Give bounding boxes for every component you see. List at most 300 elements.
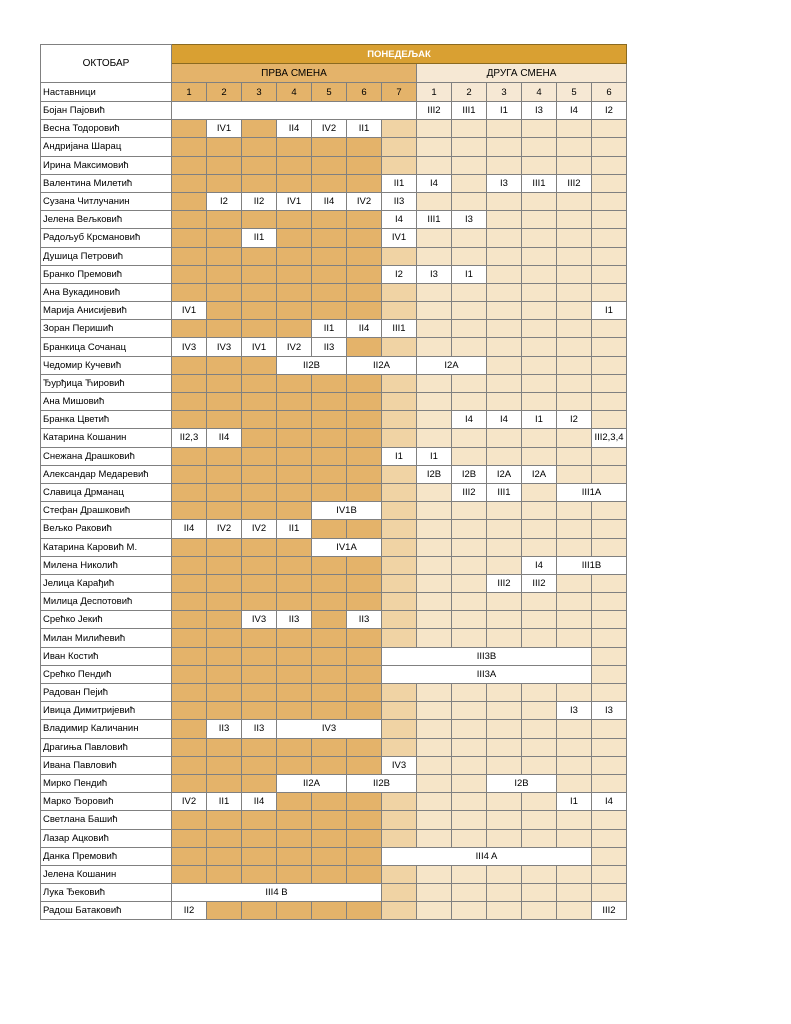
empty-cell	[557, 865, 592, 883]
empty-cell	[382, 338, 417, 356]
table-row	[41, 374, 627, 392]
lesson-cell: I4	[522, 556, 557, 574]
table-row	[41, 320, 627, 338]
empty-cell	[557, 211, 592, 229]
teacher-name: Радош Батаковић	[41, 902, 172, 920]
empty-cell	[207, 665, 242, 683]
empty-cell	[382, 738, 417, 756]
teacher-name: Вељко Раковић	[41, 520, 172, 538]
empty-cell	[312, 865, 347, 883]
teacher-name: Зоран Перишић	[41, 320, 172, 338]
empty-cell	[592, 320, 627, 338]
empty-cell	[557, 502, 592, 520]
empty-cell	[557, 902, 592, 920]
empty-cell	[312, 374, 347, 392]
lesson-cell: I3	[487, 174, 522, 192]
lesson-cell: III2	[592, 902, 627, 920]
empty-cell	[347, 302, 382, 320]
empty-cell	[557, 429, 592, 447]
empty-cell	[242, 429, 277, 447]
empty-cell	[277, 847, 312, 865]
empty-cell	[592, 774, 627, 792]
empty-cell	[347, 247, 382, 265]
teacher-name: Катарина Кошанин	[41, 429, 172, 447]
empty-cell	[312, 738, 347, 756]
teacher-name: Светлана Башић	[41, 811, 172, 829]
empty-cell	[592, 338, 627, 356]
empty-cell	[242, 247, 277, 265]
empty-cell	[487, 156, 522, 174]
empty-cell	[207, 847, 242, 865]
teacher-name: Јелица Карађић	[41, 574, 172, 592]
empty-cell	[207, 811, 242, 829]
empty-cell	[452, 884, 487, 902]
teacher-name: Сузана Читлучанин	[41, 192, 172, 210]
lesson-cell: II2A	[347, 356, 417, 374]
table-row	[41, 247, 627, 265]
empty-cell	[347, 211, 382, 229]
empty-cell	[522, 483, 557, 501]
empty-cell	[417, 556, 452, 574]
empty-cell	[277, 665, 312, 683]
empty-cell	[557, 684, 592, 702]
empty-cell	[207, 156, 242, 174]
empty-cell	[452, 702, 487, 720]
teacher-name: Славица Дрманац	[41, 483, 172, 501]
empty-cell	[417, 793, 452, 811]
table-row	[41, 629, 627, 647]
empty-cell	[557, 338, 592, 356]
empty-cell	[592, 756, 627, 774]
empty-cell	[382, 538, 417, 556]
lesson-cell: I3	[452, 211, 487, 229]
empty-cell	[557, 520, 592, 538]
empty-cell	[417, 884, 452, 902]
empty-cell	[172, 829, 207, 847]
empty-cell	[277, 320, 312, 338]
empty-cell	[382, 502, 417, 520]
teacher-name: Милан Милићевић	[41, 629, 172, 647]
empty-cell	[522, 702, 557, 720]
lesson-cell: III2	[452, 483, 487, 501]
lesson-cell: II3	[277, 611, 312, 629]
table-row	[41, 502, 627, 520]
empty-cell	[487, 538, 522, 556]
empty-cell	[382, 793, 417, 811]
empty-cell	[312, 393, 347, 411]
empty-cell	[172, 229, 207, 247]
empty-cell	[347, 338, 382, 356]
lesson-cell: II4	[172, 520, 207, 538]
empty-cell	[592, 684, 627, 702]
empty-cell	[207, 211, 242, 229]
empty-cell	[487, 192, 522, 210]
empty-cell	[347, 793, 382, 811]
empty-cell	[487, 684, 522, 702]
empty-cell	[172, 393, 207, 411]
empty-cell	[172, 411, 207, 429]
lesson-cell: I2	[592, 102, 627, 120]
empty-cell	[522, 593, 557, 611]
empty-cell	[172, 265, 207, 283]
empty-cell	[312, 574, 347, 592]
empty-cell	[592, 611, 627, 629]
empty-cell	[382, 684, 417, 702]
empty-cell	[382, 629, 417, 647]
empty-cell	[207, 302, 242, 320]
empty-cell	[452, 138, 487, 156]
empty-cell	[487, 502, 522, 520]
lesson-cell: II4	[242, 793, 277, 811]
teacher-name: Марија Анисијевић	[41, 302, 172, 320]
empty-cell	[277, 429, 312, 447]
empty-cell	[172, 665, 207, 683]
period-header: 3	[242, 83, 277, 102]
lesson-cell: III1	[522, 174, 557, 192]
empty-cell	[487, 811, 522, 829]
empty-cell	[207, 738, 242, 756]
empty-cell	[487, 829, 522, 847]
empty-cell	[312, 793, 347, 811]
empty-cell	[487, 265, 522, 283]
empty-cell	[557, 611, 592, 629]
empty-cell	[522, 502, 557, 520]
table-row	[41, 465, 627, 483]
table-row	[41, 829, 627, 847]
empty-cell	[277, 374, 312, 392]
empty-cell	[347, 847, 382, 865]
teacher-name: Весна Тодоровић	[41, 120, 172, 138]
empty-cell	[347, 283, 382, 301]
empty-cell	[172, 611, 207, 629]
lesson-cell: II2	[172, 902, 207, 920]
empty-cell	[487, 629, 522, 647]
empty-cell	[557, 265, 592, 283]
empty-cell	[417, 829, 452, 847]
empty-cell	[172, 865, 207, 883]
empty-cell	[522, 356, 557, 374]
empty-cell	[522, 793, 557, 811]
empty-cell	[347, 174, 382, 192]
empty-cell	[242, 138, 277, 156]
teacher-name: Мирко Пендић	[41, 774, 172, 792]
teacher-name: Андријана Шарац	[41, 138, 172, 156]
empty-cell	[207, 483, 242, 501]
empty-cell	[312, 829, 347, 847]
empty-cell	[312, 847, 347, 865]
empty-cell	[207, 320, 242, 338]
empty-cell	[487, 865, 522, 883]
empty-cell	[277, 684, 312, 702]
empty-cell	[487, 374, 522, 392]
empty-cell	[347, 829, 382, 847]
empty-cell	[417, 320, 452, 338]
empty-cell	[347, 647, 382, 665]
empty-cell	[592, 265, 627, 283]
empty-cell	[347, 756, 382, 774]
empty-cell	[277, 393, 312, 411]
lesson-cell: II4	[277, 120, 312, 138]
lesson-cell: III1A	[557, 483, 627, 501]
empty-cell	[522, 720, 557, 738]
empty-cell	[347, 156, 382, 174]
empty-cell	[172, 538, 207, 556]
lesson-cell: I2B	[417, 465, 452, 483]
empty-cell	[417, 684, 452, 702]
empty-cell	[522, 393, 557, 411]
empty-cell	[452, 593, 487, 611]
empty-cell	[417, 811, 452, 829]
period-header: 1	[172, 83, 207, 102]
empty-cell	[417, 156, 452, 174]
lesson-cell: III2	[417, 102, 452, 120]
empty-cell	[487, 120, 522, 138]
empty-cell	[312, 447, 347, 465]
teacher-name: Радован Пејић	[41, 684, 172, 702]
empty-cell	[172, 156, 207, 174]
table-row	[41, 393, 627, 411]
empty-cell	[452, 502, 487, 520]
empty-cell	[452, 720, 487, 738]
empty-cell	[592, 520, 627, 538]
empty-cell	[417, 702, 452, 720]
month-header: ОКТОБАР	[41, 45, 172, 83]
empty-cell	[347, 447, 382, 465]
empty-cell	[242, 865, 277, 883]
empty-cell	[592, 647, 627, 665]
empty-cell	[417, 338, 452, 356]
empty-cell	[592, 884, 627, 902]
teacher-name: Снежана Драшковић	[41, 447, 172, 465]
empty-cell	[242, 356, 277, 374]
empty-cell	[242, 302, 277, 320]
period-header: 6	[592, 83, 627, 102]
table-row	[41, 356, 627, 374]
empty-cell	[242, 393, 277, 411]
empty-cell	[417, 120, 452, 138]
empty-cell	[242, 120, 277, 138]
empty-cell	[522, 138, 557, 156]
empty-cell	[417, 411, 452, 429]
lesson-cell: II4	[207, 429, 242, 447]
empty-cell	[452, 574, 487, 592]
empty-cell	[592, 411, 627, 429]
empty-cell	[452, 865, 487, 883]
empty-cell	[487, 884, 522, 902]
empty-cell	[557, 138, 592, 156]
empty-cell	[207, 829, 242, 847]
empty-cell	[487, 611, 522, 629]
lesson-cell: III1	[452, 102, 487, 120]
empty-cell	[557, 756, 592, 774]
empty-cell	[207, 556, 242, 574]
empty-cell	[172, 738, 207, 756]
empty-cell	[277, 793, 312, 811]
empty-cell	[312, 174, 347, 192]
empty-cell	[417, 374, 452, 392]
empty-cell	[172, 447, 207, 465]
empty-cell	[382, 611, 417, 629]
empty-cell	[417, 138, 452, 156]
empty-cell	[207, 902, 242, 920]
teacher-name: Марко Ђоровић	[41, 793, 172, 811]
empty-cell	[522, 811, 557, 829]
lesson-cell: III1	[417, 211, 452, 229]
empty-cell	[522, 520, 557, 538]
empty-cell	[277, 138, 312, 156]
empty-cell	[452, 538, 487, 556]
empty-cell	[557, 884, 592, 902]
empty-cell	[417, 720, 452, 738]
empty-cell	[277, 502, 312, 520]
empty-cell	[487, 593, 522, 611]
lesson-cell: I1	[487, 102, 522, 120]
empty-cell	[382, 374, 417, 392]
empty-cell	[382, 865, 417, 883]
empty-cell	[487, 756, 522, 774]
empty-cell	[592, 720, 627, 738]
lesson-cell: II3	[347, 611, 382, 629]
empty-cell	[277, 174, 312, 192]
table-row	[41, 684, 627, 702]
empty-cell	[452, 338, 487, 356]
empty-cell	[347, 702, 382, 720]
empty-cell	[277, 647, 312, 665]
teacher-name: Ана Мишовић	[41, 393, 172, 411]
lesson-cell: IV1	[382, 229, 417, 247]
empty-cell	[277, 247, 312, 265]
teacher-name: Стефан Драшковић	[41, 502, 172, 520]
empty-cell	[452, 447, 487, 465]
empty-cell	[382, 393, 417, 411]
empty-cell	[242, 320, 277, 338]
empty-cell	[172, 774, 207, 792]
empty-cell	[417, 756, 452, 774]
day-header: ПОНЕДЕЉАК	[172, 45, 627, 64]
empty-cell	[452, 556, 487, 574]
empty-cell	[312, 247, 347, 265]
lesson-cell: I2A	[417, 356, 487, 374]
teacher-name: Бранкица Сочанац	[41, 338, 172, 356]
empty-cell	[347, 593, 382, 611]
empty-cell	[557, 829, 592, 847]
first-shift-header: ПРВА СМЕНА	[172, 64, 417, 83]
empty-cell	[312, 265, 347, 283]
empty-cell	[242, 756, 277, 774]
teacher-name: Лазар Ацковић	[41, 829, 172, 847]
empty-cell	[312, 429, 347, 447]
table-row	[41, 156, 627, 174]
empty-cell	[382, 884, 417, 902]
empty-cell	[487, 520, 522, 538]
lesson-cell: I1	[452, 265, 487, 283]
empty-cell	[172, 465, 207, 483]
teacher-name: Срећко Јекић	[41, 611, 172, 629]
lesson-cell: II1	[347, 120, 382, 138]
teacher-name: Радољуб Крсмановић	[41, 229, 172, 247]
empty-cell	[312, 302, 347, 320]
teacher-name: Ивица Димитријевић	[41, 702, 172, 720]
empty-cell	[452, 192, 487, 210]
empty-cell	[522, 374, 557, 392]
empty-cell	[347, 902, 382, 920]
empty-cell	[242, 847, 277, 865]
empty-cell	[207, 174, 242, 192]
empty-cell	[557, 393, 592, 411]
empty-cell	[172, 138, 207, 156]
empty-cell	[347, 374, 382, 392]
table-row	[41, 229, 627, 247]
table-row	[41, 865, 627, 883]
table-row	[41, 102, 627, 120]
lesson-cell: IV3	[207, 338, 242, 356]
empty-cell	[312, 593, 347, 611]
empty-cell	[592, 393, 627, 411]
empty-cell	[242, 665, 277, 683]
lesson-cell: I2A	[487, 465, 522, 483]
empty-cell	[242, 411, 277, 429]
table-row	[41, 283, 627, 301]
empty-cell	[522, 338, 557, 356]
empty-cell	[172, 684, 207, 702]
empty-cell	[207, 702, 242, 720]
empty-cell	[487, 229, 522, 247]
lesson-cell: IV1	[242, 338, 277, 356]
empty-cell	[592, 447, 627, 465]
empty-cell	[592, 502, 627, 520]
empty-cell	[592, 374, 627, 392]
empty-cell	[557, 320, 592, 338]
lesson-cell: I4	[487, 411, 522, 429]
empty-cell	[592, 829, 627, 847]
empty-cell	[347, 465, 382, 483]
empty-cell	[592, 847, 627, 865]
empty-cell	[522, 302, 557, 320]
lesson-cell: II4	[312, 192, 347, 210]
empty-cell	[207, 465, 242, 483]
empty-cell	[417, 283, 452, 301]
table-row	[41, 793, 627, 811]
empty-cell	[172, 502, 207, 520]
lesson-cell: I3	[522, 102, 557, 120]
empty-cell	[347, 556, 382, 574]
empty-cell	[487, 283, 522, 301]
empty-cell	[207, 593, 242, 611]
empty-cell	[347, 574, 382, 592]
empty-cell	[592, 593, 627, 611]
teacher-name: Бранка Цветић	[41, 411, 172, 429]
lesson-cell: IV2	[277, 338, 312, 356]
empty-cell	[452, 756, 487, 774]
empty-cell	[172, 483, 207, 501]
empty-cell	[592, 574, 627, 592]
empty-cell	[242, 629, 277, 647]
empty-cell	[172, 574, 207, 592]
empty-cell	[452, 120, 487, 138]
teacher-name: Срећко Пендић	[41, 665, 172, 683]
table-row	[41, 574, 627, 592]
teacher-name: Александар Медаревић	[41, 465, 172, 483]
lesson-cell: I4	[452, 411, 487, 429]
empty-cell	[487, 338, 522, 356]
empty-cell	[277, 483, 312, 501]
empty-cell	[207, 538, 242, 556]
empty-cell	[277, 411, 312, 429]
lesson-cell: IV1A	[312, 538, 382, 556]
empty-cell	[277, 156, 312, 174]
empty-cell	[592, 156, 627, 174]
empty-cell	[522, 756, 557, 774]
